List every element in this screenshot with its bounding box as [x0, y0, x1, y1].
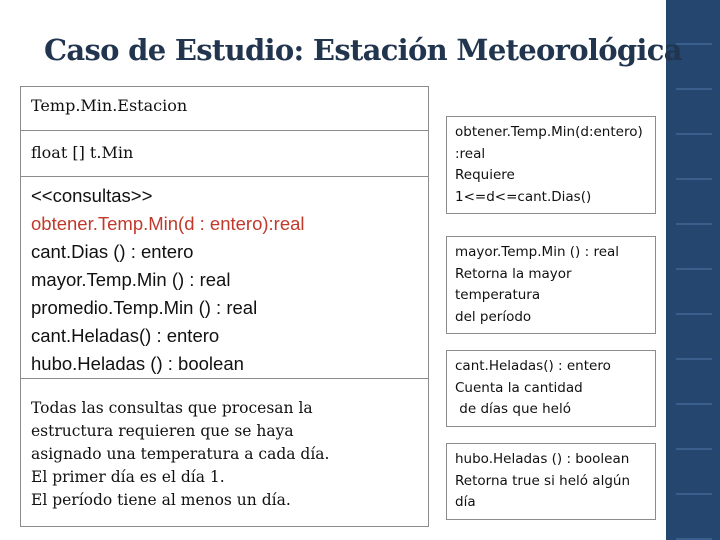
note-text: :real — [455, 145, 486, 162]
note-line: El primer día es el día 1. — [31, 468, 225, 486]
note-line: asignado una temperatura a cada día. — [31, 445, 330, 463]
note-text: mayor.Temp.Min () : real — [455, 244, 620, 260]
note-text: día — [455, 494, 476, 510]
note-text: de días que heló — [455, 401, 571, 417]
note-line: estructura requieren que se haya — [31, 422, 294, 440]
note-text: Requiere — [455, 167, 515, 183]
side-band-cell — [676, 90, 712, 135]
side-band-cell — [676, 495, 712, 540]
note-text: temperatura — [455, 287, 541, 303]
note-text: Retorna la mayor — [455, 265, 572, 282]
note-text: hubo.Heladas () : boolean — [455, 451, 630, 467]
class-name: Temp.Min.Estacion — [21, 87, 428, 131]
class-constraints-note — [21, 379, 428, 526]
side-band-cell — [676, 270, 712, 315]
operation-hubo-heladas: hubo.Heladas () : boolean — [31, 353, 244, 374]
note-obtener-temp-min — [446, 116, 656, 214]
note-text: obtener.Temp.Min(d:entero) — [455, 124, 643, 140]
side-band-cell — [676, 315, 712, 360]
note-cant-heladas — [446, 350, 656, 427]
note-text: del período — [455, 308, 532, 325]
operation-obtener-temp-min: obtener.Temp.Min(d : entero):real — [31, 213, 305, 234]
note-line: El período tiene al menos un día. — [31, 491, 291, 509]
note-text: 1<=d<=cant.Dias() — [455, 188, 592, 205]
note-text: Retorna true si heló algún — [455, 472, 631, 489]
stereotype-label: <<consultas>> — [31, 185, 153, 206]
note-hubo-heladas — [446, 443, 656, 520]
note-line: Todas las consultas que procesan la — [31, 399, 313, 417]
operation-cant-heladas: cant.Heladas() : entero — [31, 325, 220, 346]
side-band-cell — [676, 405, 712, 450]
side-band-pattern — [676, 0, 712, 540]
side-band-cell — [676, 180, 712, 225]
side-band-cell — [676, 360, 712, 405]
class-attribute: float [] t.Min — [21, 131, 428, 177]
operation-cant-dias: cant.Dias () : entero — [31, 241, 194, 262]
class-operations — [21, 177, 428, 379]
uml-class-box — [20, 86, 429, 527]
slide-title: Caso de Estudio: Estación Meteorológica — [44, 33, 682, 67]
operation-promedio-temp-min: promedio.Temp.Min () : real — [31, 297, 258, 318]
operation-mayor-temp-min: mayor.Temp.Min () : real — [31, 269, 231, 290]
note-mayor-temp-min — [446, 236, 656, 334]
side-band-cell — [676, 135, 712, 180]
side-band-cell — [676, 225, 712, 270]
note-text: Cuenta la cantidad — [455, 379, 583, 396]
side-band-cell — [676, 450, 712, 495]
note-text: cant.Heladas() : entero — [455, 358, 611, 374]
